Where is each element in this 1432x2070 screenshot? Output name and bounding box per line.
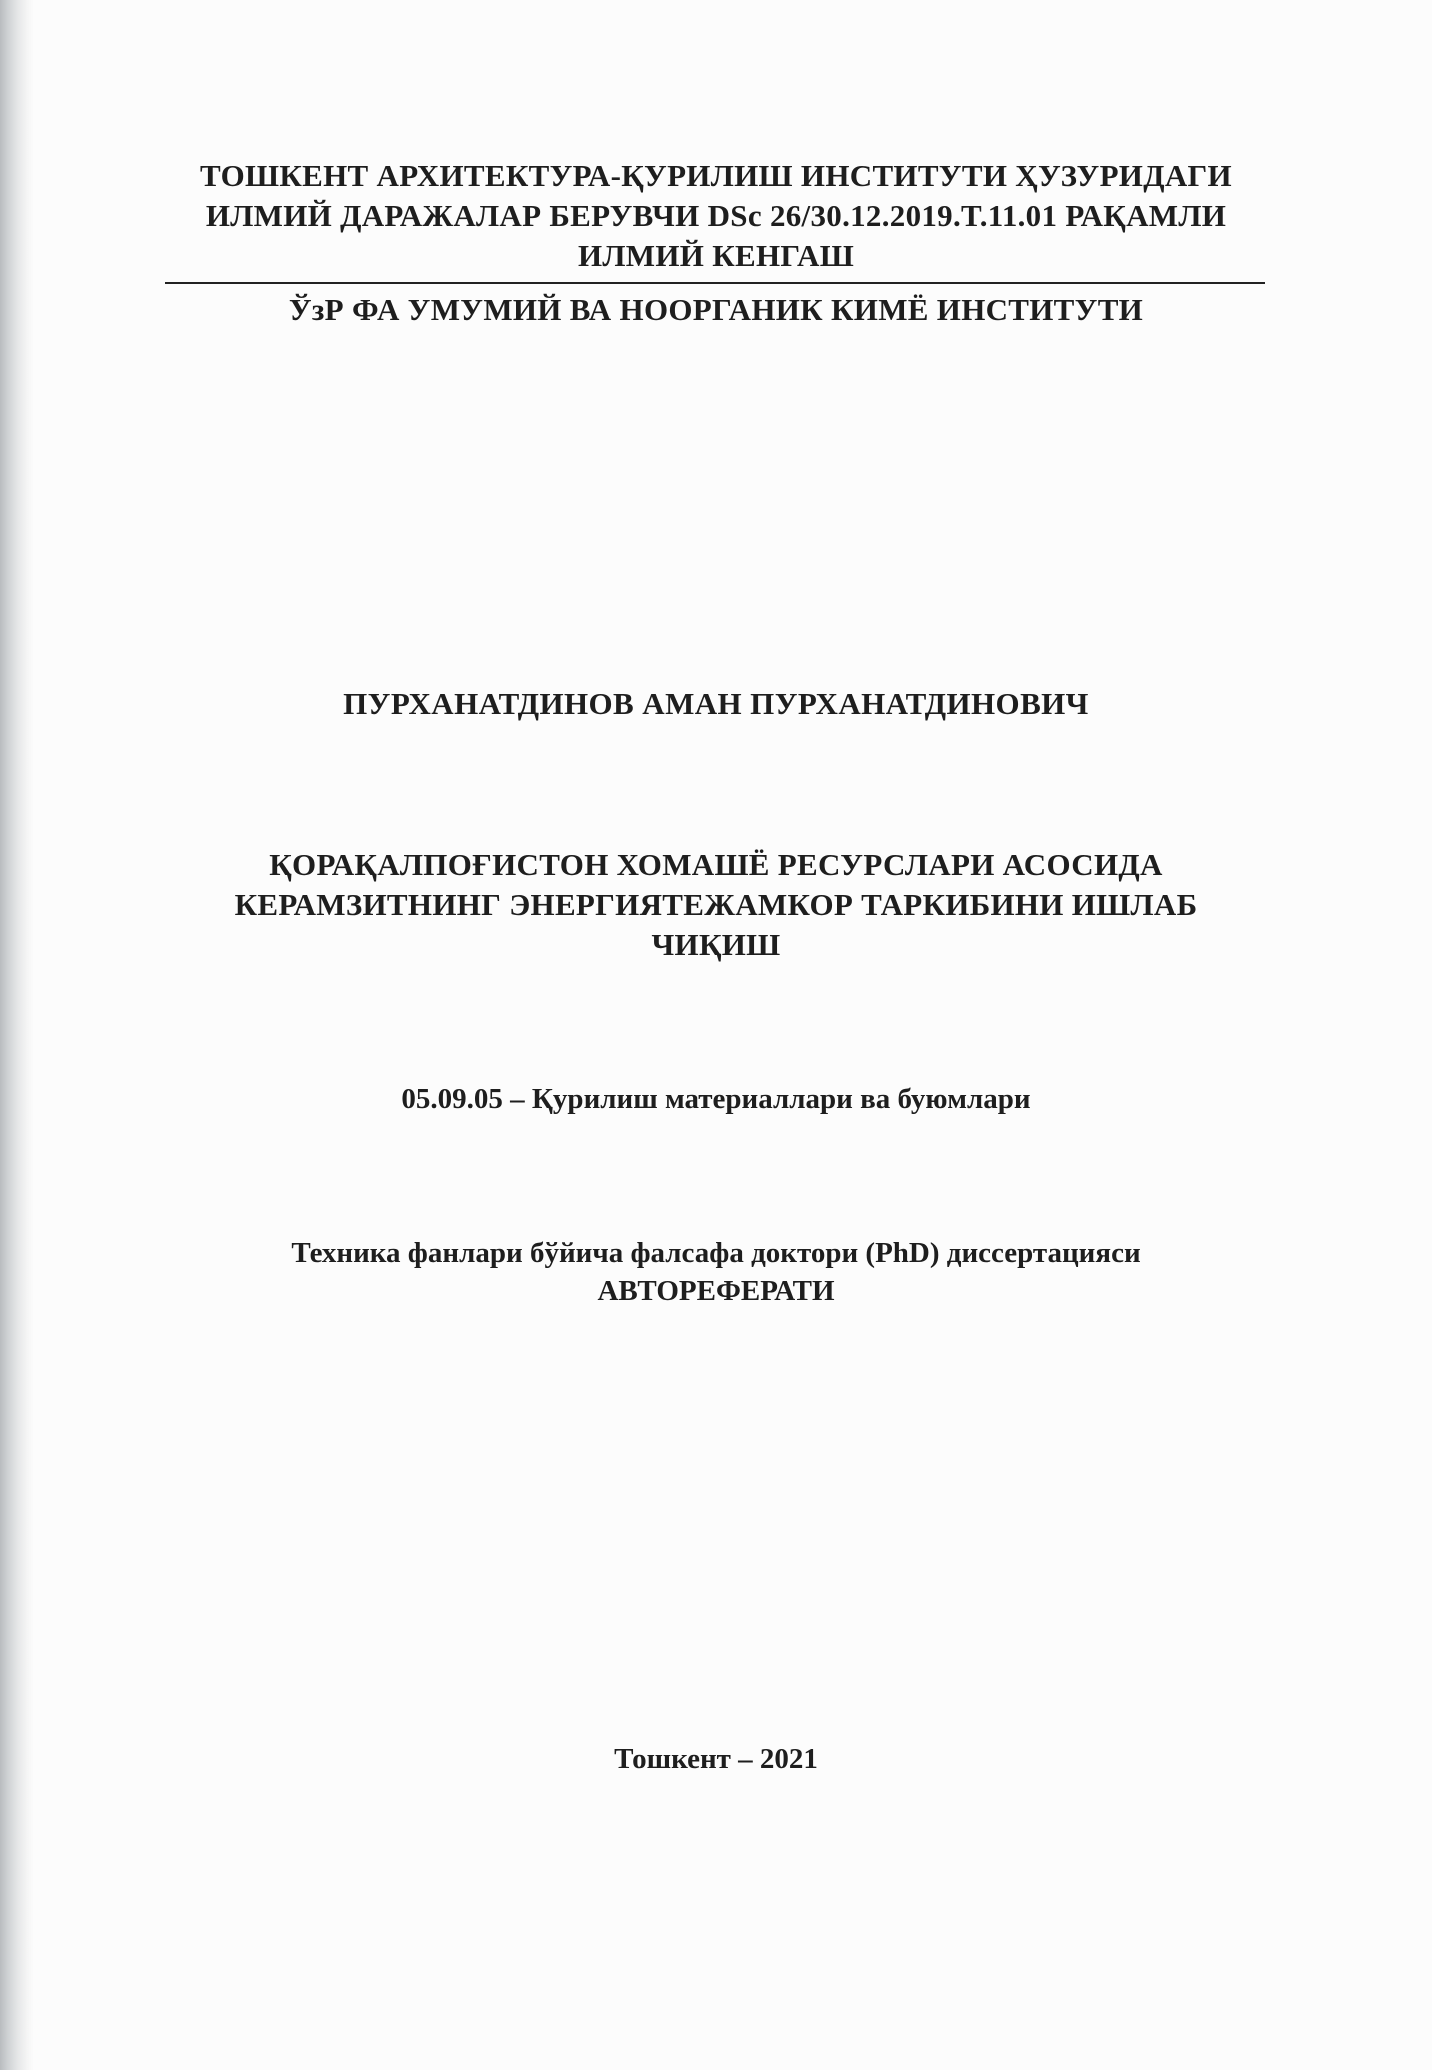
council-line-1: ТОШКЕНТ АРХИТЕКТУРА-ҚУРИЛИШ ИНСТИТУТИ ҲУЗУРИДАГИ	[200, 158, 1232, 193]
degree-statement	[150, 1234, 1282, 1310]
degree-line-1: Техника фанлари бўйича фалсафа доктори (PhD) диссертацияси	[291, 1237, 1141, 1269]
binding-edge	[0, 0, 34, 2070]
institute-name: ЎзР ФА УМУМИЙ ВА НООРГАНИК КИМЁ ИНСТИТУТИ	[288, 292, 1144, 327]
council-heading	[150, 156, 1282, 276]
title-line-1: ҚОРАҚАЛПОҒИСТОН ХОМАШЁ РЕСУРСЛАРИ АСОСИДА	[269, 847, 1163, 882]
header-divider	[165, 282, 1265, 284]
title-line-2: КЕРАМЗИТНИНГ ЭНЕРГИЯТЕЖАМКОР ТАРКИБИНИ ИШЛАБ	[234, 887, 1198, 922]
title-line-3: ЧИҚИШ	[651, 927, 781, 962]
author-name: ПУРХАНАТДИНОВ АМАН ПУРХАНАТДИНОВИЧ	[343, 686, 1089, 721]
specialty-code: 05.09.05 – Қурилиш материаллари ва буюмлари	[401, 1083, 1031, 1115]
council-line-2: ИЛМИЙ ДАРАЖАЛАР БЕРУВЧИ DSc 26/30.12.2019.T.11.01 РАҚАМЛИ	[205, 198, 1227, 233]
degree-line-2: АВТОРЕФЕРАТИ	[597, 1275, 835, 1307]
dissertation-title	[150, 845, 1282, 965]
council-line-3: ИЛМИЙ КЕНГАШ	[577, 238, 855, 273]
city-year: Тошкент – 2021	[614, 1743, 818, 1775]
